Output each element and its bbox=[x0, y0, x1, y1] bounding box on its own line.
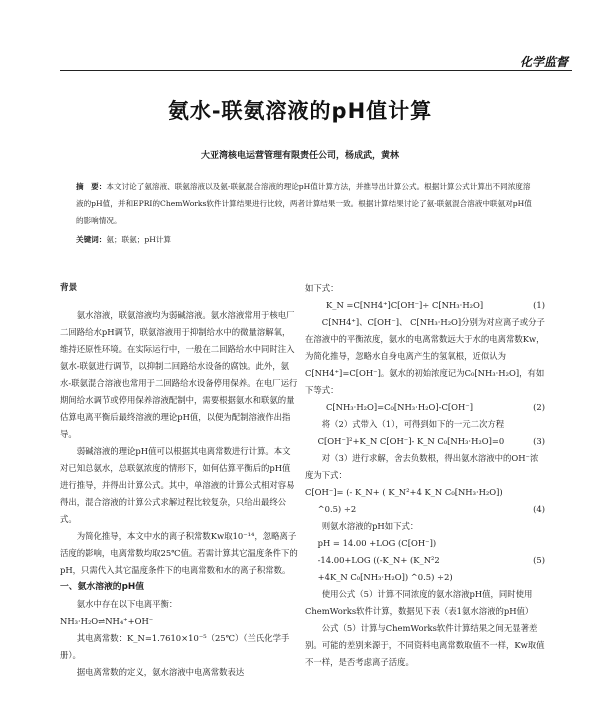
abstract-text: 本文讨论了氨溶液、联氨溶液以及氨-联氨混合溶液的理论pH值计算方法，并推导出计算公式。根据计算公式计算出不同浓度溶液的pH值，并和EPRI的ChemWorks软件计算结果进行比较，两者计算结果一致。根据计算结果讨论了氨-联氨混合溶液中联氨对pH值的影响情况。 bbox=[76, 182, 532, 225]
header-rule bbox=[60, 70, 572, 71]
heading-background: 背景 bbox=[60, 283, 78, 293]
equation-3 bbox=[305, 433, 545, 450]
abstract bbox=[76, 178, 532, 229]
paragraph: C[NH4⁺]、C[OH⁻]、 C[NH₃·H₂O]分别为对应离子或分子在溶液中的平衡浓度，氨水的电离常数远大于水的电离常数Kw，为简化推导，忽略水自身电离产生的氢氧根，近似认为C[NH4⁺]=C[OH⁻]。氨水的初始浓度记为C₀[NH₃·H₂O]，有如下等式： bbox=[305, 317, 545, 395]
paragraph: 据电离常数的定义，氨水溶液中电离常数表达 bbox=[76, 667, 245, 677]
paragraph: 使用公式（5）计算不同浓度的氨水溶液pH值，同时使用ChemWorks软件计算，数据见下表（表1氨水溶液的pH值） bbox=[305, 589, 534, 616]
equation-5-line-3: +4K_N C₀[NH₃·H₂O]) ^0.5) ÷2) bbox=[317, 572, 453, 582]
equation-1-number: (1) bbox=[533, 300, 545, 310]
equation-5 bbox=[305, 552, 545, 569]
paragraph: 将（2）式带入（1），可得到如下的一元二次方程 bbox=[321, 419, 505, 429]
equation-1-body: K_N =C[NH4⁺]C[OH⁻]÷ C[NH₃·H₂O] bbox=[326, 300, 484, 310]
heading-ammonia-ph: 一、氨水溶液的pH值 bbox=[60, 582, 145, 592]
equation-4 bbox=[305, 501, 545, 518]
paragraph: 其电离常数：K_N=1.7610×10⁻⁵（25℃）（兰氏化学手册）。 bbox=[60, 633, 290, 660]
paragraph: 公式（5）计算与ChemWorks软件计算结果之间无显著差别。可能的差别来源于，不同资料电离常数取值不一样，Kw取值不一样，是否考虑离子活度。 bbox=[305, 623, 545, 667]
keywords-label: 关键词： bbox=[76, 235, 107, 244]
paragraph: 如下式： bbox=[305, 283, 339, 293]
paragraph: 氨水溶液，联氨溶液均为弱碱溶液。氨水溶液常用于核电厂二回路给水pH调节，联氨溶液用于抑制给水中的微量溶解氧，维持还原性环境。在实际运行中，一般在二回路给水中同时注入氨水-联氨进行调节，以抑制二回路给水设备的腐蚀。此外，氨水-联氨混合溶液也常用于二回路给水设备停用保养。在电厂运行期间给水调节或停用保养溶液配制中，需要根据氨水和联氨的量估算电离平衡后最终溶液的理论pH值，以便为配制溶液作出指导。 bbox=[60, 310, 298, 439]
equation-4-line-1: C[OH⁻]= (- K_N+ ( K_N²+4 K_N C₀[NH₃·H₂O]) bbox=[305, 487, 503, 497]
equation-4-body: ^0.5) ÷2 bbox=[317, 504, 357, 514]
right-column bbox=[305, 280, 545, 671]
paragraph: 弱碱溶液的理论pH值可以根据其电离常数进行计算。本文对已知总氨水，总联氨浓度的情形下，如何估算平衡后的pH值进行推导，并得出计算公式。其中，单溶液的计算公式相对容易得出，混合溶液的计算公式求解过程比较复杂，只给出最终公式。 bbox=[60, 446, 295, 524]
section-tag: 化学监督 bbox=[519, 55, 568, 69]
left-column bbox=[60, 280, 298, 681]
equation-5-body: -14.00+LOG ((-K_N+ (K_N²2 bbox=[317, 555, 440, 565]
equation-3-body: C[OH⁻]²+K_N C[OH⁻]- K_N C₀[NH₃·H₂O]=0 bbox=[317, 436, 505, 446]
equation-1 bbox=[305, 297, 545, 314]
equation-2-number: (2) bbox=[533, 402, 545, 412]
abstract-label: 摘 要： bbox=[76, 182, 107, 191]
article-title: 氨水-联氨溶液的pH值计算 bbox=[167, 99, 433, 123]
paragraph: 则氨水溶液的pH如下式： bbox=[321, 521, 419, 531]
paragraph: 氨水中存在以下电离平衡： bbox=[76, 599, 178, 609]
equation-5-line-1: pH = 14.00 +LOG (C[OH⁻]) bbox=[317, 538, 437, 548]
equation-2-body: C[NH₃·H₂O]=C₀[NH₃·H₂O]-C[OH⁻] bbox=[326, 402, 473, 412]
equation-2 bbox=[305, 399, 545, 416]
equation-3-number: (3) bbox=[533, 436, 545, 446]
equation-4-number: (4) bbox=[533, 504, 545, 514]
paragraph: 对（3）进行求解，舍去负数根，得出氨水溶液中的OH⁻浓度为下式： bbox=[305, 453, 539, 480]
equation-5-number: (5) bbox=[533, 555, 545, 565]
paragraph: 为简化推导，本文中水的离子积常数Kw取10⁻¹⁴，忽略离子活度的影响，电离常数均取25℃值。若需计算其它温度条件下的pH，只需代入其它温度条件下的电离常数和水的离子积常数。 bbox=[60, 531, 298, 575]
keywords bbox=[76, 234, 532, 245]
keywords-text: 氨；联氨；pH计算 bbox=[106, 235, 172, 244]
article-authors: 大亚湾核电运营管理有限责任公司，杨成武，黄林 bbox=[200, 151, 399, 161]
equation-equilibrium: NH₃·H₂O⇌NH₄⁺+OH⁻ bbox=[60, 616, 154, 626]
